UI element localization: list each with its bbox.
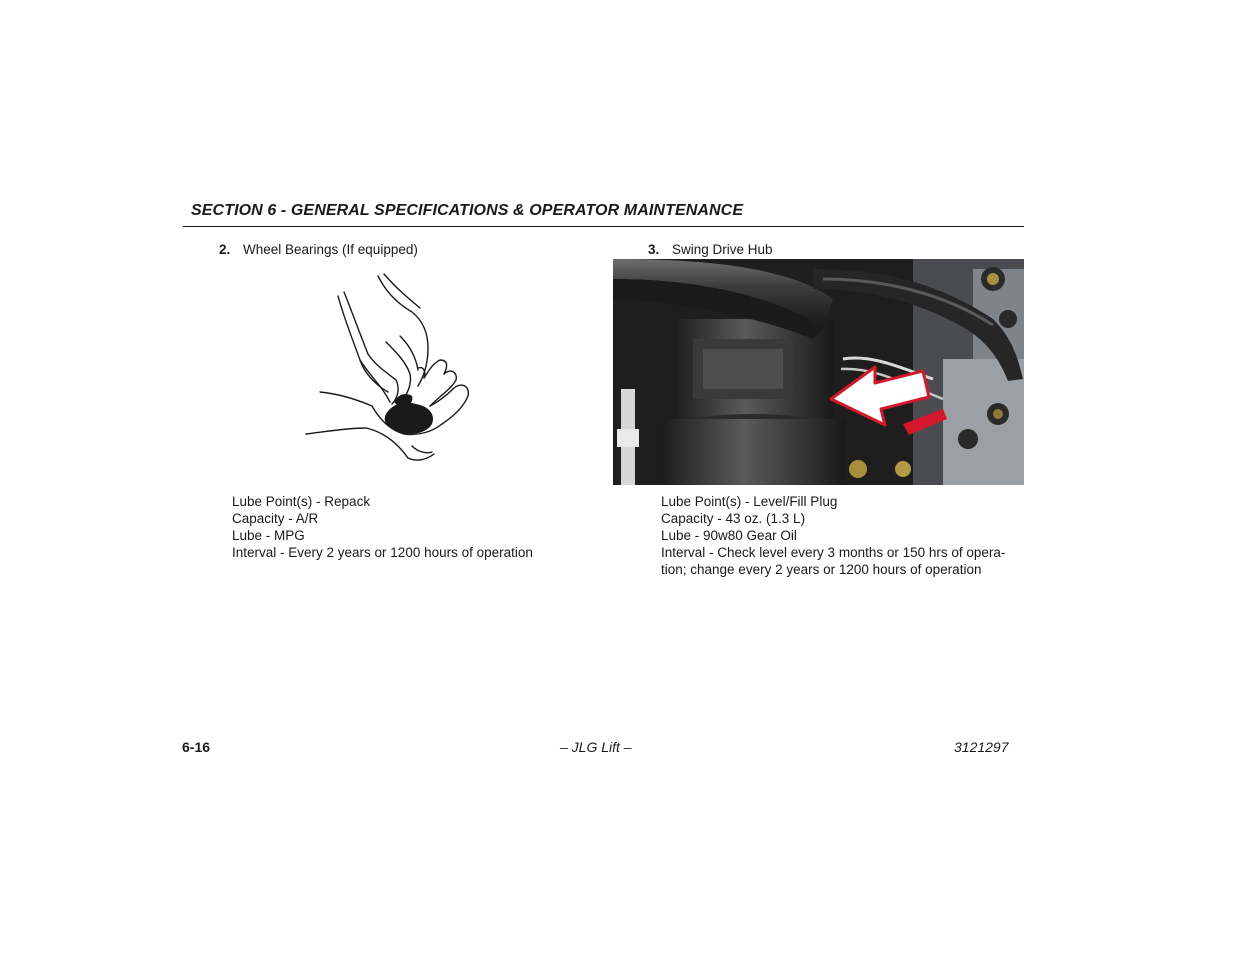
- spec-line: Lube Point(s) - Level/Fill Plug: [661, 494, 838, 509]
- item-number: 2.: [219, 242, 231, 257]
- swing-drive-hub-specs: [661, 493, 1005, 578]
- document-number: 3121297: [954, 739, 1009, 755]
- item-title: Swing Drive Hub: [672, 242, 773, 257]
- page-number: 6-16: [182, 739, 211, 755]
- item-number: 3.: [648, 242, 660, 257]
- spec-line: Capacity - A/R: [232, 511, 319, 526]
- footer-publisher: – JLG Lift –: [560, 739, 632, 755]
- swing-drive-hub-photo: [613, 259, 1024, 485]
- section-title: SECTION 6 - GENERAL SPECIFICATIONS & OPERATOR MAINTENANCE: [191, 202, 744, 219]
- item-title: Wheel Bearings (If equipped): [243, 242, 418, 257]
- greasing-hands-illustration: [300, 268, 480, 468]
- spec-line: Interval - Check level every 3 months or 150 hrs of opera-: [661, 545, 1006, 560]
- item-heading-swing-drive-hub: [648, 242, 773, 257]
- spec-line: tion; change every 2 years or 1200 hours of operation: [661, 562, 982, 577]
- spec-line: Capacity - 43 oz. (1.3 L): [661, 511, 806, 526]
- spec-line: Lube - 90w80 Gear Oil: [661, 528, 797, 543]
- spec-line: Lube - MPG: [232, 528, 305, 543]
- item-heading-wheel-bearings: [219, 242, 418, 257]
- header-divider: [183, 226, 1024, 227]
- spec-line: Lube Point(s) - Repack: [232, 494, 371, 509]
- spec-line: Interval - Every 2 years or 1200 hours of operation: [232, 545, 533, 560]
- wheel-bearings-specs: [232, 493, 533, 561]
